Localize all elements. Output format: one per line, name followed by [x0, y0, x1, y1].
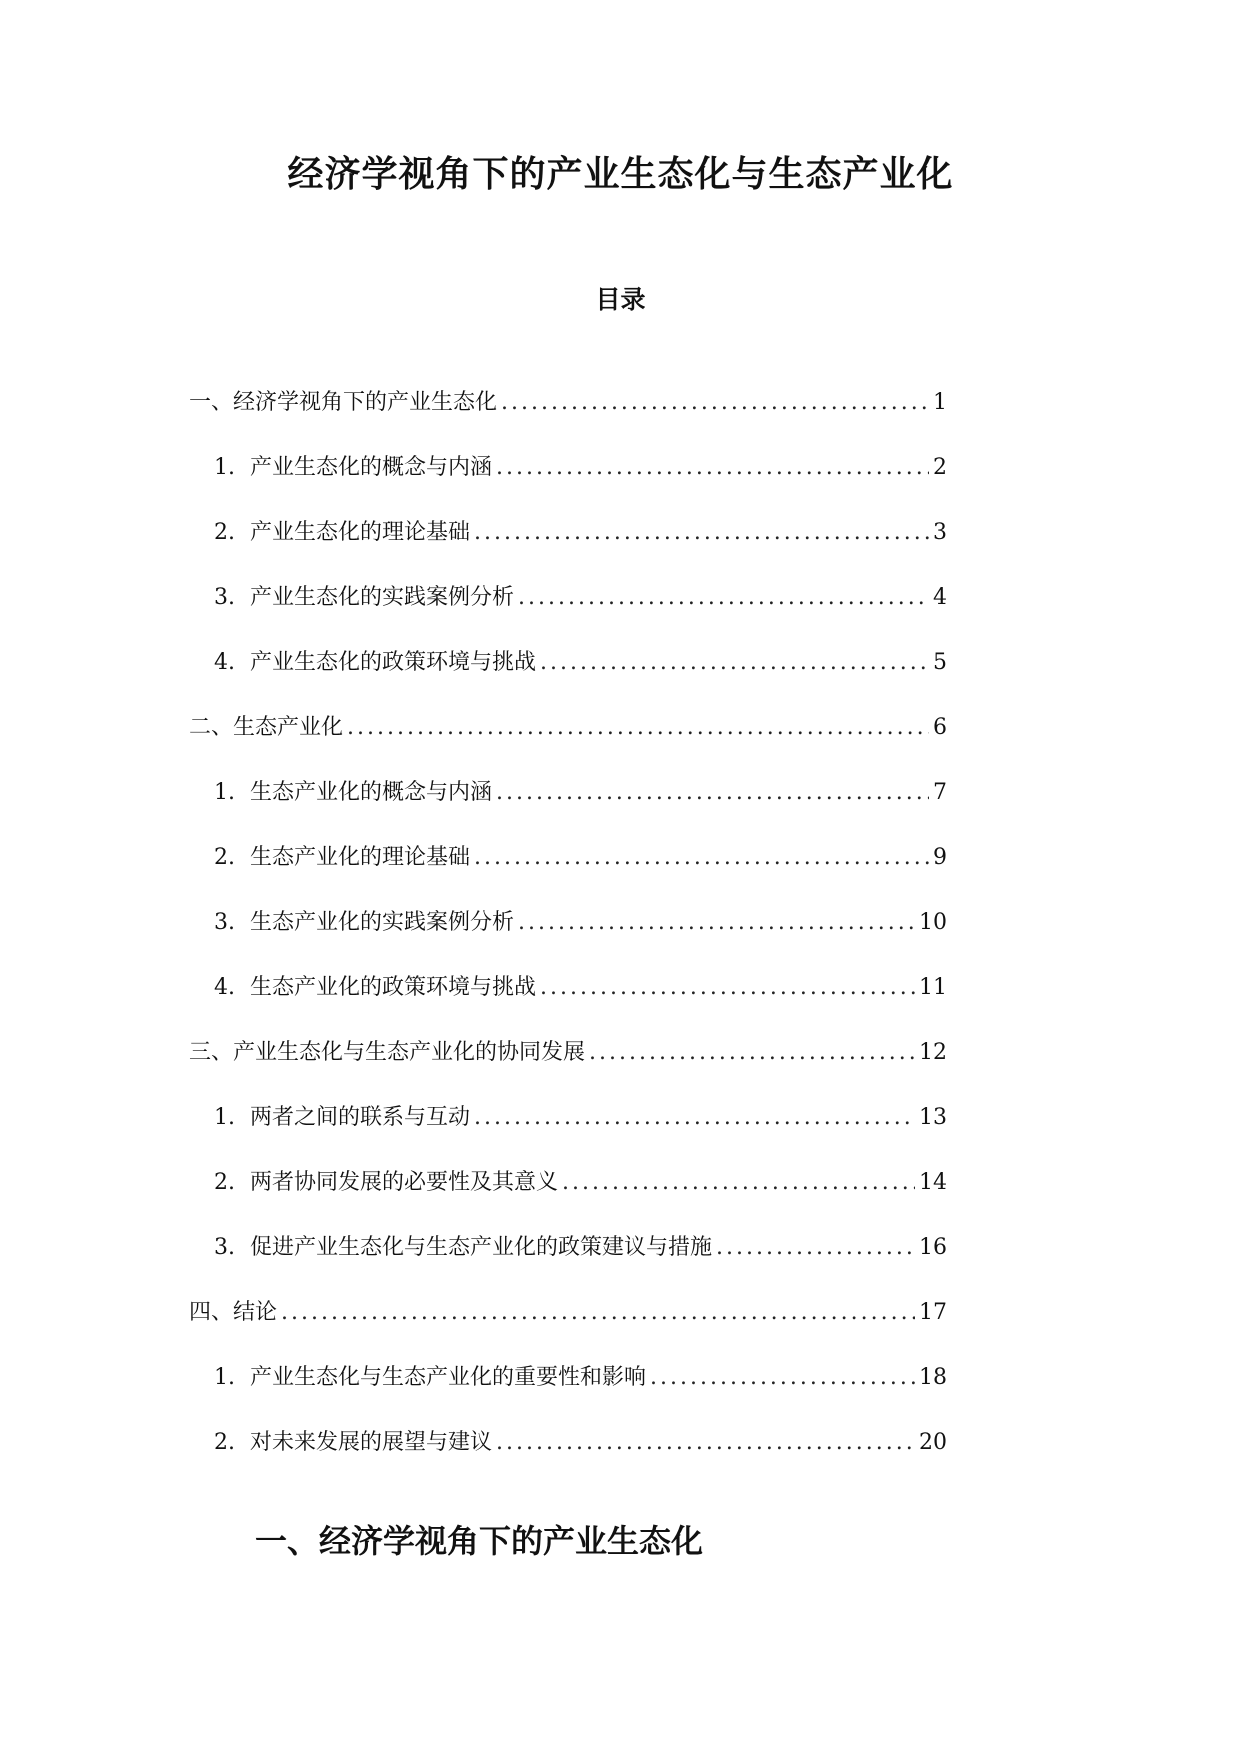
- toc-page-number: 17: [919, 1300, 947, 1325]
- toc-dot-leader: [562, 1166, 915, 1200]
- toc-section-entry[interactable]: [214, 516, 947, 550]
- toc-page-number: 9: [933, 845, 947, 870]
- toc-section-entry[interactable]: [214, 1231, 947, 1265]
- document-title: 经济学视角下的产业生态化与生态产业化: [287, 154, 954, 195]
- toc-entry-text: 对未来发展的展望与建议: [250, 1430, 493, 1455]
- toc-entry-number: 3.: [214, 585, 235, 610]
- toc-dot-leader: [540, 971, 915, 1005]
- toc-section-entry[interactable]: [214, 1166, 947, 1200]
- toc-entry-label: [214, 516, 470, 550]
- toc-dot-leader: [474, 1101, 915, 1135]
- toc-page-number: 7: [933, 780, 947, 805]
- toc-dot-leader: [650, 1361, 915, 1395]
- toc-page-number: 5: [933, 650, 947, 675]
- toc-entry-text: 产业生态化与生态产业化的重要性和影响: [250, 1365, 647, 1390]
- toc-entry-label: [214, 451, 492, 485]
- toc-entry-number: 3.: [214, 910, 235, 935]
- toc-entry-text: 一、经济学视角下的产业生态化: [189, 390, 498, 415]
- toc-dot-leader: [496, 776, 929, 810]
- toc-dot-leader: [496, 1426, 915, 1460]
- toc-entry-number: 1.: [214, 455, 235, 480]
- toc-entry-label: [214, 906, 514, 940]
- toc-section-entry[interactable]: [214, 776, 947, 810]
- toc-page-number: 3: [933, 520, 947, 545]
- toc-dot-leader: [589, 1036, 915, 1070]
- toc-entry-text: 生态产业化的实践案例分析: [250, 910, 515, 935]
- toc-entry-text: 产业生态化的理论基础: [250, 520, 471, 545]
- toc-section-entry[interactable]: [214, 646, 947, 680]
- toc-section-entry[interactable]: [214, 841, 947, 875]
- toc-page-number: 11: [919, 975, 947, 1000]
- toc-entry-text: 产业生态化的实践案例分析: [250, 585, 515, 610]
- toc-section-entry[interactable]: [214, 1361, 947, 1395]
- toc-entry-label: [214, 971, 536, 1005]
- toc-entry-number: 2.: [214, 1430, 235, 1455]
- toc-entry-label: [214, 1426, 492, 1460]
- toc-entry-label: [214, 841, 470, 875]
- toc-entry-number: 2.: [214, 520, 235, 545]
- toc-section-entry[interactable]: [214, 1101, 947, 1135]
- toc-entry-label: [214, 1166, 558, 1200]
- toc-chapter-entry[interactable]: [189, 711, 947, 745]
- toc-dot-leader: [496, 451, 929, 485]
- toc-page-number: 12: [919, 1040, 947, 1065]
- toc-page-number: 4: [933, 585, 947, 610]
- toc-entry-number: 4.: [214, 975, 235, 1000]
- toc-page-number: 13: [919, 1105, 947, 1130]
- toc-entry-text: 产业生态化的政策环境与挑战: [250, 650, 537, 675]
- toc-page-number: 1: [933, 390, 947, 415]
- toc-page-number: 20: [919, 1430, 947, 1455]
- section-heading: 一、经济学视角下的产业生态化: [255, 1522, 704, 1560]
- toc-section-entry[interactable]: [214, 581, 947, 615]
- toc-entry-number: 1.: [214, 780, 235, 805]
- toc-entry-text: 促进产业生态化与生态产业化的政策建议与措施: [250, 1235, 713, 1260]
- toc-dot-leader: [347, 711, 929, 745]
- toc-entry-label: [214, 776, 492, 810]
- toc-chapter-entry[interactable]: [189, 386, 947, 420]
- toc-entry-number: 1.: [214, 1105, 235, 1130]
- toc-page-number: 10: [919, 910, 947, 935]
- toc-entry-number: 1.: [214, 1365, 235, 1390]
- toc-entry-label: [214, 1231, 712, 1265]
- toc-entry-number: 2.: [214, 845, 235, 870]
- toc-page-number: 6: [933, 715, 947, 740]
- toc-section-entry[interactable]: [214, 971, 947, 1005]
- toc-entry-label: [189, 711, 343, 745]
- toc-entry-label: [189, 1036, 585, 1070]
- toc-entry-label: [214, 1101, 470, 1135]
- toc-dot-leader: [540, 646, 929, 680]
- toc-entry-number: 4.: [214, 650, 235, 675]
- toc-entry-label: [214, 581, 514, 615]
- toc-chapter-entry[interactable]: [189, 1036, 947, 1070]
- toc-entry-text: 生态产业化的理论基础: [250, 845, 471, 870]
- toc-entry-text: 二、生态产业化: [189, 715, 344, 740]
- toc-entry-label: [214, 1361, 646, 1395]
- toc-page-number: 14: [919, 1170, 947, 1195]
- toc-page-number: 18: [919, 1365, 947, 1390]
- toc-entry-text: 三、产业生态化与生态产业化的协同发展: [189, 1040, 586, 1065]
- toc-dot-leader: [501, 386, 929, 420]
- toc-heading: 目录: [595, 285, 646, 314]
- toc-entry-label: [189, 386, 497, 420]
- toc-section-entry[interactable]: [214, 906, 947, 940]
- toc-entry-number: 2.: [214, 1170, 235, 1195]
- toc-entry-text: 四、结论: [189, 1300, 278, 1325]
- toc-dot-leader: [281, 1296, 915, 1330]
- toc-dot-leader: [518, 581, 929, 615]
- toc-chapter-entry[interactable]: [189, 1296, 947, 1330]
- toc-dot-leader: [716, 1231, 915, 1265]
- toc-entry-text: 两者之间的联系与互动: [250, 1105, 471, 1130]
- toc-entry-text: 生态产业化的概念与内涵: [250, 780, 493, 805]
- toc-dot-leader: [474, 841, 929, 875]
- toc-entry-text: 生态产业化的政策环境与挑战: [250, 975, 537, 1000]
- toc-section-entry[interactable]: [214, 1426, 947, 1460]
- toc-entry-number: 3.: [214, 1235, 235, 1260]
- toc-entry-text: 两者协同发展的必要性及其意义: [250, 1170, 559, 1195]
- toc-entry-text: 产业生态化的概念与内涵: [250, 455, 493, 480]
- toc-dot-leader: [474, 516, 929, 550]
- toc-section-entry[interactable]: [214, 451, 947, 485]
- toc-entry-label: [214, 646, 536, 680]
- toc-page-number: 16: [919, 1235, 947, 1260]
- toc-dot-leader: [518, 906, 915, 940]
- toc-entry-label: [189, 1296, 277, 1330]
- toc-page-number: 2: [933, 455, 947, 480]
